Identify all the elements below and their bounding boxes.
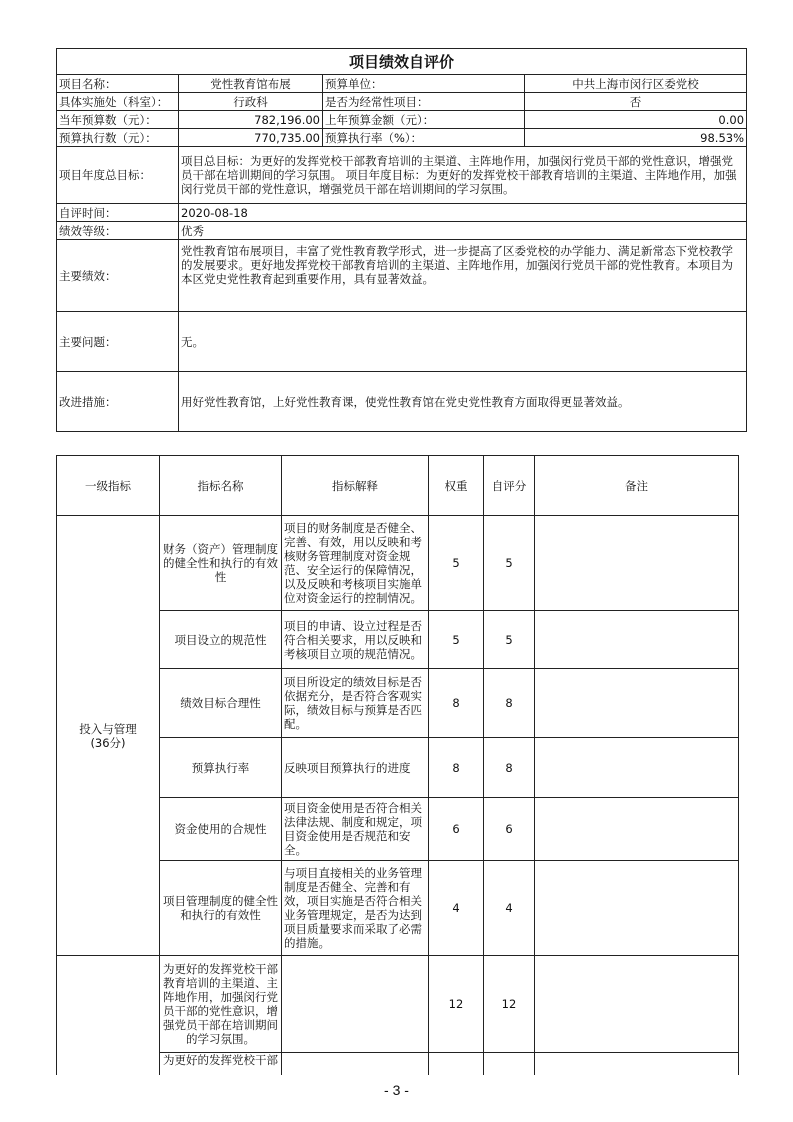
table-row <box>57 1053 739 1075</box>
indicator-name: 项目设立的规范性 <box>160 611 282 669</box>
indicator-name: 绩效目标合理性 <box>160 669 282 738</box>
indicator-table <box>56 455 739 1075</box>
last-budget-value: 0.00 <box>525 111 747 129</box>
indicator-score: 5 <box>484 611 535 669</box>
indicator-name: 资金使用的合规性 <box>160 798 282 861</box>
table-row <box>57 516 739 611</box>
indicator-explain <box>282 956 429 1053</box>
indicator-explain: 项目的申请、设立过程是否符合相关要求，用以反映和考核项目立项的规范情况。 <box>282 611 429 669</box>
indicator-name: 为更好的发挥党校干部 <box>160 1053 282 1075</box>
improve-label: 改进措施： <box>57 372 179 432</box>
indicator-note <box>535 861 739 956</box>
recurring-value: 否 <box>525 93 747 111</box>
indicator-note <box>535 956 739 1053</box>
group-input-management <box>57 516 160 956</box>
indicator-explain: 项目资金使用是否符合相关法律法规、制度和规定，项目资金使用是否规范和安全。 <box>282 798 429 861</box>
indicator-name: 项目管理制度的健全性和执行的有效性 <box>160 861 282 956</box>
page-number: - 3 - <box>384 1082 409 1098</box>
table-row <box>57 861 739 956</box>
grade-label: 绩效等级： <box>57 222 179 240</box>
group-name: 投入与管理 <box>79 721 137 736</box>
project-name-label: 项目名称： <box>57 75 179 93</box>
exec-rate-label: 预算执行率（%）： <box>323 129 525 147</box>
performance-value: 党性教育馆布展项目，丰富了党性教育教学形式，进一步提高了区委党校的办学能力、满足新常态下党校教学的发展要求。更好地发挥党校干部教育培训的主渠道、主阵地作用，加强闵行党员干部的党性教育。本项目为本区党史党性教育起到重要作用，具有显著效益。 <box>179 240 747 312</box>
table-row <box>57 669 739 738</box>
exec-rate-value: 98.53% <box>525 129 747 147</box>
header-explain: 指标解释 <box>282 456 429 516</box>
table-row <box>57 738 739 798</box>
indicator-score: 6 <box>484 798 535 861</box>
project-name-value: 党性教育馆布展 <box>179 75 323 93</box>
indicator-weight: 12 <box>429 956 484 1053</box>
annual-goal-value: 项目总目标：为更好的发挥党校干部教育培训的主渠道、主阵地作用，加强闵行党员干部的党性意识，增强党员干部在培训期间的学习氛围。 项目年度目标：为更好的发挥党校干部教育培训的主渠道、主阵地作用，加强闵行党员干部的党性意识，增强党员干部在培训期间的学习氛围。 <box>179 147 747 204</box>
eval-date-value: 2020-08-18 <box>179 204 747 222</box>
indicator-name: 预算执行率 <box>160 738 282 798</box>
indicator-score: 8 <box>484 738 535 798</box>
indicator-note <box>535 611 739 669</box>
performance-label: 主要绩效： <box>57 240 179 312</box>
indicator-score <box>484 1053 535 1075</box>
table-row <box>57 798 739 861</box>
header-weight: 权重 <box>429 456 484 516</box>
dept-label: 具体实施处（科室）： <box>57 93 179 111</box>
executed-value: 770,735.00 <box>179 129 323 147</box>
indicator-note <box>535 516 739 611</box>
indicator-note <box>535 669 739 738</box>
issues-value: 无。 <box>179 312 747 372</box>
budget-unit-label: 预算单位： <box>323 75 525 93</box>
indicator-note <box>535 798 739 861</box>
header-level1: 一级指标 <box>57 456 160 516</box>
page-title: 项目绩效自评价 <box>57 49 747 75</box>
indicator-weight: 8 <box>429 738 484 798</box>
current-budget-label: 当年预算数（元）： <box>57 111 179 129</box>
indicator-name: 为更好的发挥党校干部教育培训的主渠道、主阵地作用，加强闵行党员干部的党性意识，增强党员干部在培训期间的学习氛围。 <box>160 956 282 1053</box>
indicator-note <box>535 1053 739 1075</box>
annual-goal-label: 项目年度总目标： <box>57 147 179 204</box>
executed-label: 预算执行数（元）： <box>57 129 179 147</box>
indicator-weight <box>429 1053 484 1075</box>
indicator-weight: 5 <box>429 611 484 669</box>
indicator-score: 5 <box>484 516 535 611</box>
header-score: 自评分 <box>484 456 535 516</box>
dept-value: 行政科 <box>179 93 323 111</box>
indicator-score: 8 <box>484 669 535 738</box>
eval-date-label: 自评时间： <box>57 204 179 222</box>
indicator-weight: 8 <box>429 669 484 738</box>
group-points: (36分) <box>90 735 126 750</box>
indicator-explain: 项目的财务制度是否健全、完善、有效，用以反映和考核财务管理制度对资金规范、安全运行的保障情况，以及反映和考核项目实施单位对资金运行的控制情况。 <box>282 516 429 611</box>
indicator-note <box>535 738 739 798</box>
header-name: 指标名称 <box>160 456 282 516</box>
indicator-score: 12 <box>484 956 535 1053</box>
indicator-weight: 4 <box>429 861 484 956</box>
header-note: 备注 <box>535 456 739 516</box>
improve-value: 用好党性教育馆，上好党性教育课，使党性教育馆在党史党性教育方面取得更显著效益。 <box>179 372 747 432</box>
project-summary-table <box>56 48 747 432</box>
indicator-explain <box>282 1053 429 1075</box>
group-output <box>57 956 160 1075</box>
indicator-explain: 与项目直接相关的业务管理制度是否健全、完善和有效，项目实施是否符合相关业务管理规定，是否为达到项目质量要求而采取了必需的措施。 <box>282 861 429 956</box>
issues-label: 主要问题： <box>57 312 179 372</box>
grade-value: 优秀 <box>179 222 747 240</box>
indicator-explain: 项目所设定的绩效目标是否依据充分，是否符合客观实际，绩效目标与预算是否匹配。 <box>282 669 429 738</box>
table-row <box>57 956 739 1053</box>
budget-unit-value: 中共上海市闵行区委党校 <box>525 75 747 93</box>
indicator-weight: 6 <box>429 798 484 861</box>
recurring-label: 是否为经常性项目： <box>323 93 525 111</box>
table-row <box>57 611 739 669</box>
indicator-explain: 反映项目预算执行的进度 <box>282 738 429 798</box>
last-budget-label: 上年预算金额（元）： <box>323 111 525 129</box>
indicator-name: 财务（资产）管理制度的健全性和执行的有效性 <box>160 516 282 611</box>
indicator-score: 4 <box>484 861 535 956</box>
indicator-weight: 5 <box>429 516 484 611</box>
current-budget-value: 782,196.00 <box>179 111 323 129</box>
